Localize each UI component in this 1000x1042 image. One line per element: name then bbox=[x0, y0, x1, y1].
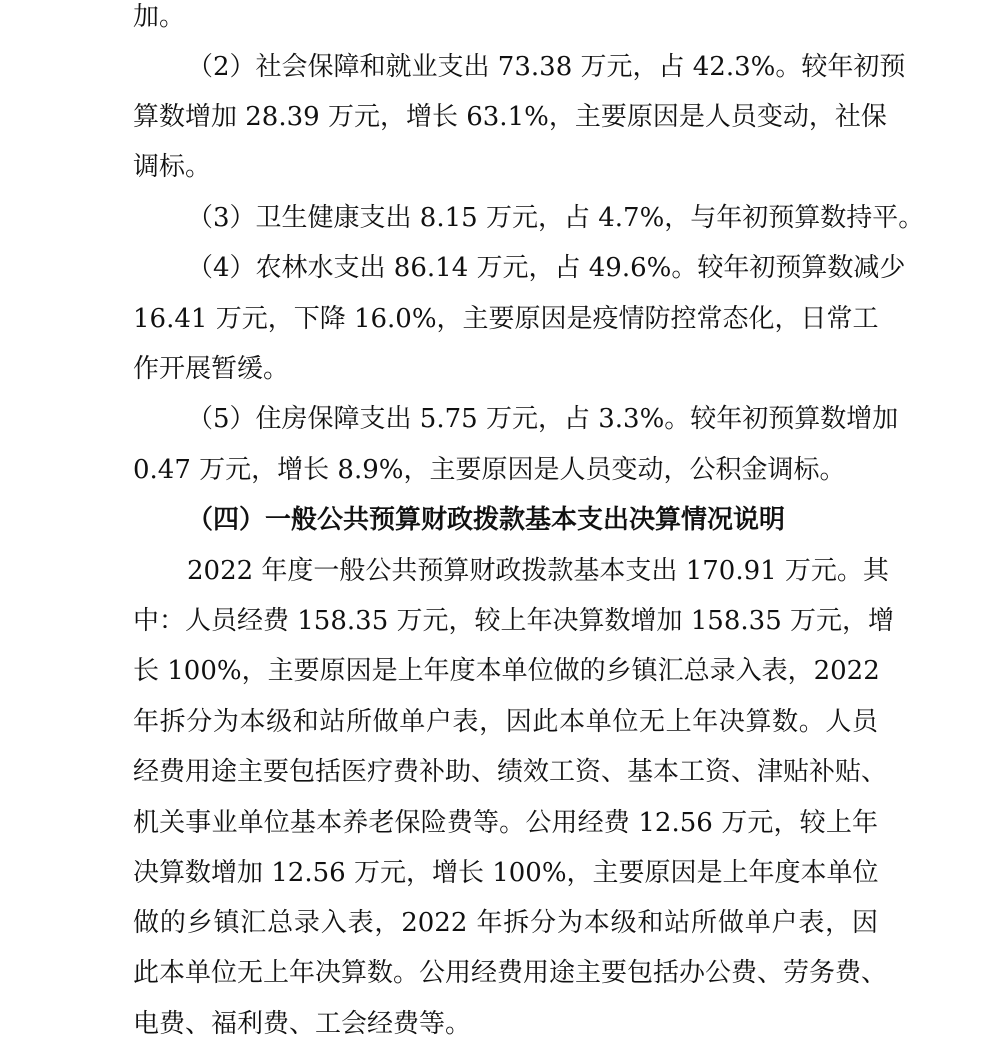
text-line: （5）住房保障支出 5.75 万元，占 3.3%。较年初预算数增加 bbox=[187, 404, 899, 434]
text-line: （3）卫生健康支出 8.15 万元，占 4.7%，与年初预算数持平。 bbox=[187, 203, 925, 233]
text-line: 年拆分为本级和站所做单户表，因此本单位无上年决算数。人员 bbox=[133, 707, 878, 737]
section-heading: （四）一般公共预算财政拨款基本支出决算情况说明 bbox=[187, 505, 786, 535]
text-line: 算数增加 28.39 万元，增长 63.1%，主要原因是人员变动，社保 bbox=[133, 102, 887, 132]
text-line: 中：人员经费 158.35 万元，较上年决算数增加 158.35 万元，增 bbox=[133, 606, 895, 636]
text-line: 经费用途主要包括医疗费补助、绩效工资、基本工资、津贴补贴、 bbox=[133, 757, 888, 787]
text-line: 此本单位无上年决算数。公用经费用途主要包括办公费、劳务费、 bbox=[133, 958, 888, 988]
text-line: 长 100%，主要原因是上年度本单位做的乡镇汇总录入表，2022 bbox=[133, 656, 880, 686]
text-line: 电费、福利费、工会经费等。 bbox=[133, 1009, 472, 1039]
text-line: 作开展暂缓。 bbox=[133, 354, 290, 384]
text-line: 决算数增加 12.56 万元，增长 100%，主要原因是上年度本单位 bbox=[133, 858, 879, 888]
text-line: （4）农林水支出 86.14 万元，占 49.6%。较年初预算数减少 bbox=[187, 253, 906, 283]
text-line: 调标。 bbox=[133, 152, 212, 182]
text-line: 做的乡镇汇总录入表，2022 年拆分为本级和站所做单户表，因 bbox=[133, 908, 878, 938]
text-line: 0.47 万元，增长 8.9%，主要原因是人员变动，公积金调标。 bbox=[133, 455, 846, 485]
text-line: 2022 年度一般公共预算财政拨款基本支出 170.91 万元。其 bbox=[187, 556, 889, 586]
text-line: （2）社会保障和就业支出 73.38 万元，占 42.3%。较年初预 bbox=[187, 52, 906, 82]
text-line: 16.41 万元，下降 16.0%，主要原因是疫情防控常态化，日常工 bbox=[133, 304, 879, 334]
text-line: 机关事业单位基本养老保险费等。公用经费 12.56 万元，较上年 bbox=[133, 808, 878, 838]
text-line: 加。 bbox=[133, 2, 186, 32]
